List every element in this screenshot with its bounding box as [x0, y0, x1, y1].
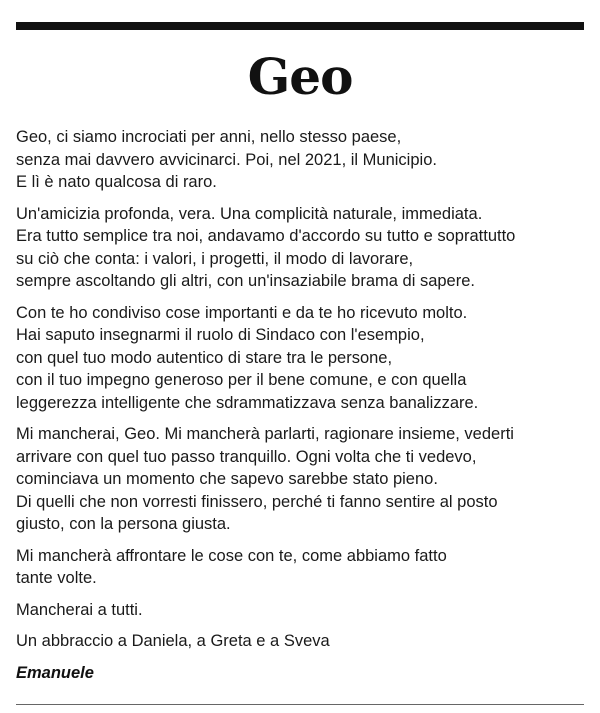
letter-body — [16, 126, 584, 684]
text-line: Hai saputo insegnarmi il ruolo di Sindaco con l'esempio, — [16, 326, 425, 344]
text-line: cominciava un momento che sapevo sarebbe stato pieno. — [16, 470, 438, 488]
signature: Emanuele — [16, 663, 94, 682]
text-line: leggerezza intelligente che sdrammatizzava senza banalizzare. — [16, 393, 479, 412]
text-line: Geo, ci siamo incrociati per anni, nello stesso paese, — [16, 128, 402, 146]
text-line: Era tutto semplice tra noi, andavamo d'accordo su tutto e soprattutto — [16, 227, 516, 245]
bottom-rule — [16, 704, 584, 705]
paragraph-4 — [16, 423, 584, 536]
text-line: con il tuo impegno generoso per il bene comune, e con quella — [16, 371, 467, 389]
text-line: su ciò che conta: i valori, i progetti, il modo di lavorare, — [16, 249, 414, 268]
top-rule — [16, 22, 584, 30]
paragraph-7 — [16, 630, 584, 653]
paragraph-1 — [16, 126, 584, 194]
page-title: Geo — [247, 47, 353, 106]
text-line: Mi mancherai, Geo. Mi mancherà parlarti, ragionare insieme, vederti — [16, 425, 514, 443]
paragraph-5 — [16, 545, 584, 590]
paragraph-3 — [16, 302, 584, 415]
text-line: arrivare con quel tuo passo tranquillo. Ogni volta che ti vedevo, — [16, 447, 477, 466]
text-line: Mi mancherà affrontare le cose con te, come abbiamo fatto — [16, 546, 447, 565]
text-line: Mancherai a tutti. — [16, 600, 143, 619]
text-line: Con te ho condiviso cose importanti e da te ho ricevuto molto. — [16, 303, 468, 322]
text-line: sempre ascoltando gli altri, con un'insaziabile brama di sapere. — [16, 272, 475, 290]
text-line: Di quelli che non vorresti finissero, perché ti fanno sentire al posto — [16, 492, 498, 511]
paragraph-2 — [16, 203, 584, 293]
paragraph-6 — [16, 599, 584, 622]
text-line: Un'amicizia profonda, vera. Una complicità naturale, immediata. — [16, 204, 483, 223]
text-line: Un abbraccio a Daniela, a Greta e a Sveva — [16, 632, 330, 650]
text-line: con quel tuo modo autentico di stare tra le persone, — [16, 348, 393, 367]
text-line: E lì è nato qualcosa di raro. — [16, 173, 217, 191]
text-line: giusto, con la persona giusta. — [16, 515, 231, 533]
text-line: tante volte. — [16, 569, 97, 587]
text-line: senza mai davvero avvicinarci. Poi, nel 2021, il Municipio. — [16, 150, 437, 169]
